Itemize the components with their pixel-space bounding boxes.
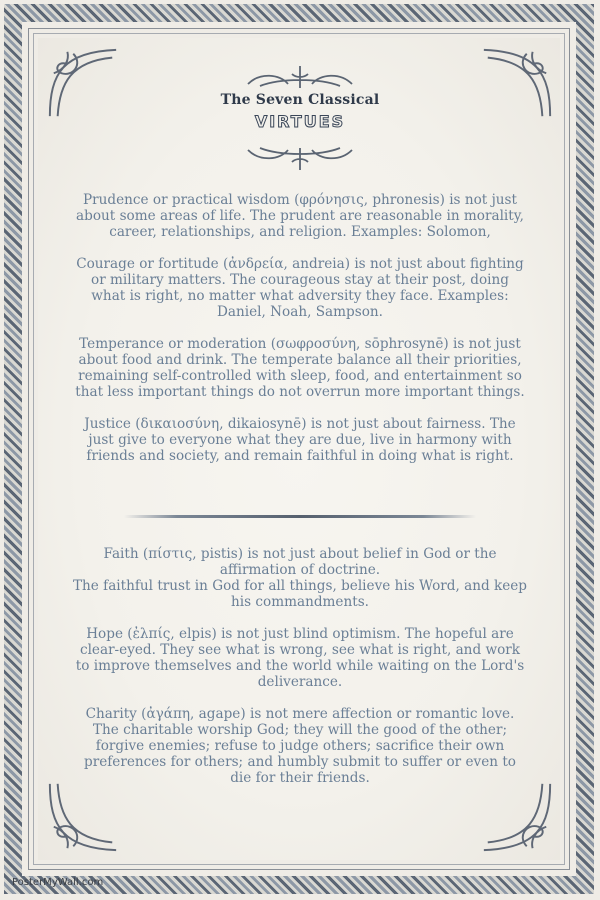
- faith-line-1: Faith (πίστις, pistis) is not just about belief in God or the affirmation of doctrine.: [103, 546, 497, 578]
- virtue-faith: [72, 546, 528, 610]
- watermark: PosterMyWall.com: [12, 877, 104, 888]
- virtue-temperance: Temperance or moderation (σωφροσύνη, sōphrosynē) is not just about food and drink. The temperate balance all their priorities, remaining self-controlled with sleep, food, and entertainment so that less important things do not overrun more important things.: [75, 336, 525, 400]
- virtue-charity: Charity (ἀγάπη, agape) is not mere affection or romantic love. The charitable worship God; they will the good of the other; forgive enemies; refuse to judge others; sacrifice their own preferences for others; and humbly submit to suffer or even to die for their friends.: [84, 706, 516, 786]
- theological-virtues-section: [72, 546, 528, 802]
- virtue-justice: Justice (δικαιοσύνη, dikaiosynē) is not just about fairness. The just give to everyone what they are due, live in harmony with friends and society, and remain faithful in doing what is right.: [84, 416, 516, 464]
- virtue-hope: Hope (ἐλπίς, elpis) is not just blind optimism. The hopeful are clear-eyed. They see what is wrong, see what is right, and work to improve themselves and the world while waiting on the Lord's deliverance.: [75, 626, 525, 690]
- faith-line-2: The faithful trust in God for all things, believe his Word, and keep his commandments.: [72, 578, 528, 610]
- title-line-2: VIRTUES: [254, 112, 346, 131]
- section-divider: [124, 515, 476, 518]
- title-line-1: The Seven Classical: [220, 92, 380, 108]
- virtue-courage: Courage or fortitude (ἀνδρεία, andreia) is not just about fighting or military matters. The courageous stay at their post, doing what is right, no matter what adversity they face. Examples: Daniel, Noah, Sampson.: [76, 256, 524, 320]
- corner-flourish-icon: [478, 44, 556, 122]
- virtue-prudence: Prudence or practical wisdom (φρόνησις, phronesis) is not just about some areas of life. The prudent are reasonable in morality, career, relationships, and religion. Examples: Solomon,: [76, 192, 524, 240]
- title-block: [200, 62, 400, 178]
- cardinal-virtues-section: [72, 192, 528, 480]
- corner-flourish-icon: [44, 44, 122, 122]
